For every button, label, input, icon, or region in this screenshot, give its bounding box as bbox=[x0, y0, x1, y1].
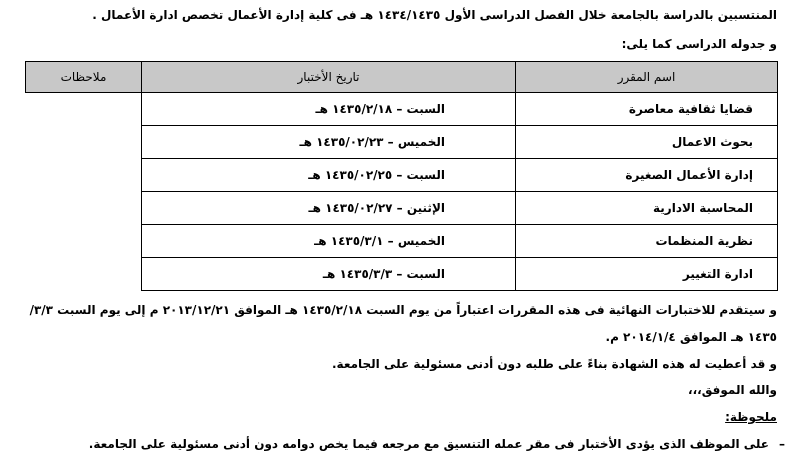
table-header-row bbox=[26, 62, 778, 93]
table-row bbox=[26, 258, 778, 291]
table-row bbox=[26, 225, 778, 258]
exam-date: الخميس – ١٤٣٥/٠٢/٢٣ هـ bbox=[142, 126, 516, 159]
table-row bbox=[26, 192, 778, 225]
exam-date: السبت – ١٤٣٥/٠٢/٢٥ هـ bbox=[142, 159, 516, 192]
table-row bbox=[26, 126, 778, 159]
exam-date: الخميس – ١٤٣٥/٣/١ هـ bbox=[142, 225, 516, 258]
notes-cell bbox=[26, 225, 142, 258]
course-name: ادارة التغيير bbox=[516, 258, 778, 291]
course-name: قضايا ثقافية معاصرة bbox=[516, 93, 778, 126]
header-notes: ملاحظات bbox=[26, 62, 142, 93]
exams-period-line-2: ١٤٣٥ هـ الموافق ٢٠١٤/١/٤ م. bbox=[605, 330, 777, 344]
header-course-name: اسم المقرر bbox=[516, 62, 778, 93]
notes-cell bbox=[26, 93, 142, 126]
course-name: إدارة الأعمال الصغيرة bbox=[516, 159, 778, 192]
exam-date: السبت – ١٤٣٥/٢/١٨ هـ bbox=[142, 93, 516, 126]
notes-cell bbox=[26, 258, 142, 291]
notes-cell bbox=[26, 159, 142, 192]
exam-date: الإثنين – ١٤٣٥/٠٢/٢٧ هـ bbox=[142, 192, 516, 225]
course-name: بحوث الاعمال bbox=[516, 126, 778, 159]
note-item bbox=[88, 437, 785, 451]
exams-period-line-1: و سيتقدم للاختبارات النهائية فى هذه المقررات اعتباراً من يوم السبت ١٤٣٥/٢/١٨ هـ الموافق ٢٠١٣/١٢/٢١ م إلى يوم السبت ٣/٣/ bbox=[29, 303, 777, 317]
exam-date: السبت – ١٤٣٥/٣/٣ هـ bbox=[142, 258, 516, 291]
notes-cell bbox=[26, 126, 142, 159]
course-name: المحاسبة الادارية bbox=[516, 192, 778, 225]
note-heading: ملحوظة: bbox=[725, 410, 777, 424]
exam-schedule-table bbox=[25, 61, 778, 291]
intro-line: المنتسبين بالدراسة بالجامعة خلال الفصل الدراسى الأول ١٤٣٤/١٤٣٥ هـ فى كلية إدارة الأعمال تخصص ادارة الأعمال . bbox=[92, 8, 777, 22]
course-name: نظرية المنظمات bbox=[516, 225, 778, 258]
note-text: على الموظف الذى يؤدى الأختبار فى مقر عمله التنسيق مع مرجعه فيما يخص دوامه دون أدنى مسئولية على الجامعة. bbox=[88, 437, 769, 451]
closing-phrase: والله الموفق،،، bbox=[688, 383, 777, 397]
table-row bbox=[26, 159, 778, 192]
certificate-statement: و قد أعطيت له هذه الشهادة بناءً على طلبه دون أدنى مسئولية على الجامعة. bbox=[331, 357, 777, 371]
notes-cell bbox=[26, 192, 142, 225]
table-row bbox=[26, 93, 778, 126]
schedule-intro: و جدوله الدراسى كما يلى: bbox=[621, 37, 777, 51]
bullet-dash: – bbox=[779, 437, 785, 451]
header-exam-date: تاريخ الأختبار bbox=[142, 62, 516, 93]
